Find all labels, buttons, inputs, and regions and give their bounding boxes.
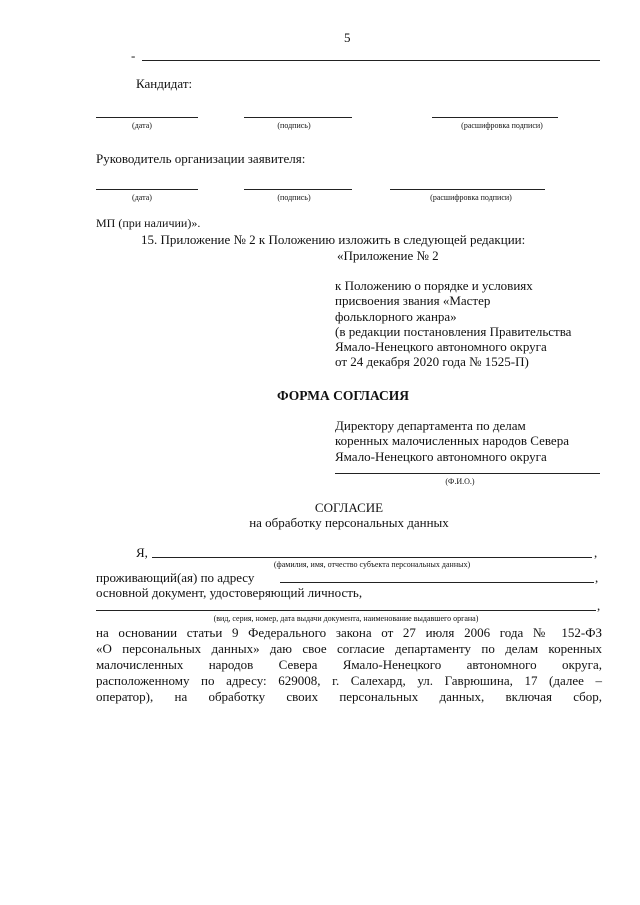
- addressee-fio-caption: (Ф.И.О.): [445, 477, 475, 486]
- appendix-line: к Положению о порядке и условиях: [335, 278, 533, 293]
- addressee-line: Директору департамента по делам: [335, 418, 526, 433]
- consent-residing-label: проживающий(ая) по адресу: [96, 570, 255, 585]
- consent-id-doc-line[interactable]: [96, 610, 596, 611]
- candidate-decode-caption: (расшифровка подписи): [461, 121, 543, 130]
- consent-id-doc-caption: (вид, серия, номер, дата выдачи документа, наименование выдавшего органа): [213, 614, 479, 623]
- appendix-title: «Приложение № 2: [337, 248, 439, 263]
- appendix-line: Ямало-Ненецкого автономного округа: [335, 339, 547, 355]
- consent-comma: ,: [595, 570, 599, 585]
- consent-fio-line[interactable]: [152, 557, 592, 558]
- consent-body-line: на основании статьи 9 Федерального закона от 27 июля 2006 года № 152-ФЗ: [96, 625, 602, 640]
- consent-id-doc-label: основной документ, удостоверяющий личность,: [96, 585, 363, 600]
- head-org-decode-line: [390, 189, 545, 190]
- appendix-line: от 24 декабря 2020 года № 1525-П): [335, 354, 529, 370]
- consent-address-line[interactable]: [280, 582, 594, 583]
- page-number: 5: [344, 30, 351, 45]
- addressee-line: Ямало-Ненецкого автономного округа: [335, 448, 547, 464]
- consent-comma: ,: [594, 545, 598, 560]
- stamp-note: МП (при наличии)».: [96, 216, 201, 230]
- addressee-line: коренных малочисленных народов Севера: [335, 433, 569, 449]
- head-org-signature-line: [244, 189, 352, 190]
- consent-subtitle: на обработку персональных данных: [249, 515, 449, 530]
- candidate-date-line: [96, 117, 198, 118]
- consent-body-line: «О персональных данных» даю свое согласие департаменту по делам коренных: [96, 641, 602, 656]
- consent-comma: ,: [597, 598, 601, 613]
- head-org-decode-caption: (расшифровка подписи): [430, 193, 512, 202]
- appendix-line: (в редакции постановления Правительства: [335, 323, 572, 339]
- candidate-signature-line: [244, 117, 352, 118]
- consent-title: СОГЛАСИЕ: [314, 500, 384, 515]
- head-org-date-caption: (дата): [132, 193, 152, 202]
- consent-i-label: Я,: [136, 545, 148, 560]
- item-15-text: 15. Приложение № 2 к Положению изложить в следующей редакции:: [141, 232, 526, 247]
- top-separator-line: [142, 60, 600, 61]
- addressee-block: [335, 418, 569, 464]
- form-title: ФОРМА СОГЛАСИЯ: [277, 388, 410, 403]
- consent-fio-caption: (фамилия, имя, отчество субъекта персональных данных): [273, 560, 471, 569]
- appendix-description: [335, 278, 571, 370]
- addressee-fio-line: [335, 473, 600, 474]
- consent-body-line: расположенному по адресу: 629008, г. Салехард, ул. Гаврюшина, 17 (далее –: [96, 673, 602, 688]
- consent-body-line: оператор), на обработку своих персональных данных, включая сбор,: [96, 689, 602, 704]
- appendix-line: присвоения звания «Мастер: [335, 293, 491, 309]
- candidate-label: Кандидат:: [136, 76, 193, 91]
- appendix-line: фольклорного жанра»: [335, 308, 457, 324]
- head-org-label: Руководитель организации заявителя:: [96, 151, 306, 166]
- candidate-date-caption: (дата): [132, 121, 152, 130]
- candidate-decode-line: [432, 117, 558, 118]
- candidate-signature-caption: (подпись): [277, 121, 311, 130]
- consent-body-line: малочисленных народов Севера Ямало-Ненецкого автономного округа,: [96, 657, 602, 672]
- head-org-signature-caption: (подпись): [277, 193, 311, 202]
- head-org-date-line: [96, 189, 198, 190]
- dash-mark: -: [131, 48, 136, 63]
